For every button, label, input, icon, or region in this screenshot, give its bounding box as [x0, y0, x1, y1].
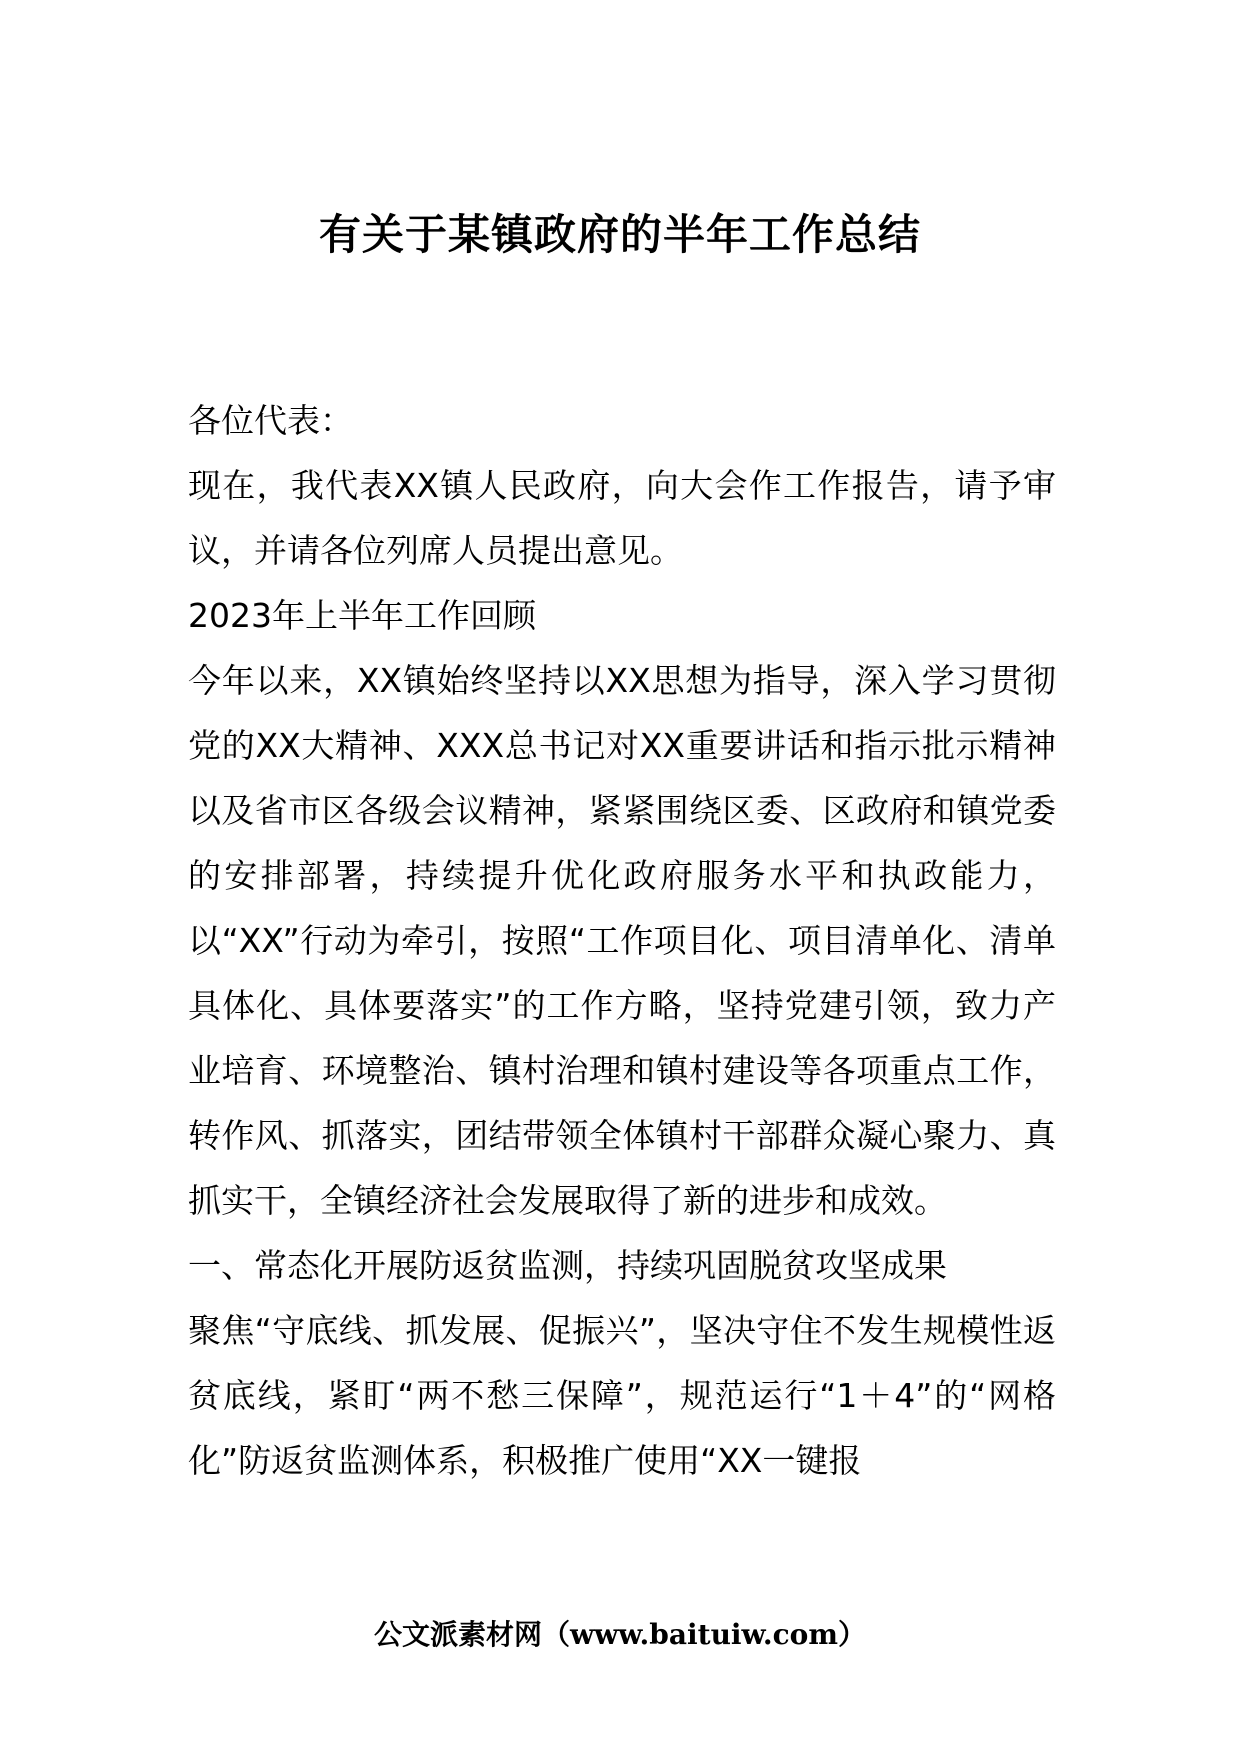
document-title: 有关于某镇政府的半年工作总结: [318, 210, 921, 259]
section-heading: 一、常态化开展防返贫监测，持续巩固脱贫攻坚成果: [188, 1246, 947, 1285]
footer-source: 公文派素材网（www.baituiw.com）: [374, 1618, 866, 1651]
body-paragraph: 聚焦“守底线、抓发展、促振兴”，坚决守住不发生规模性返贫底线，紧盯“两不愁三保障”，规范运行“1＋4”的“网格化”防返贫监测体系，积极推广使用“XX一键报: [188, 1311, 1056, 1480]
section-heading: 2023年上半年工作回顾: [188, 596, 536, 635]
body-paragraph: 现在，我代表XX镇人民政府，向大会作工作报告，请予审议，并请各位列席人员提出意见。: [188, 466, 1056, 570]
body-paragraph: 今年以来，XX镇始终坚持以XX思想为指导，深入学习贯彻党的XX大精神、XXX总书记对XX重要讲话和指示批示精神以及省市区各级会议精神，紧紧围绕区委、区政府和镇党委的安排部署，持续提升优化政府服务水平和执政能力，以“XX”行动为牵引，按照“工作项目化、项目清单化、清单具体化、具体要落实”的工作方略，坚持党建引领，致力产业培育、环境整治、镇村治理和镇村建设等各项重点工作，转作风、抓落实，团结带领全体镇村干部群众凝心聚力、真抓实干，全镇经济社会发展取得了新的进步和成效。: [188, 661, 1056, 1220]
document-body: [188, 388, 1056, 1493]
salutation: 各位代表：: [188, 401, 353, 440]
